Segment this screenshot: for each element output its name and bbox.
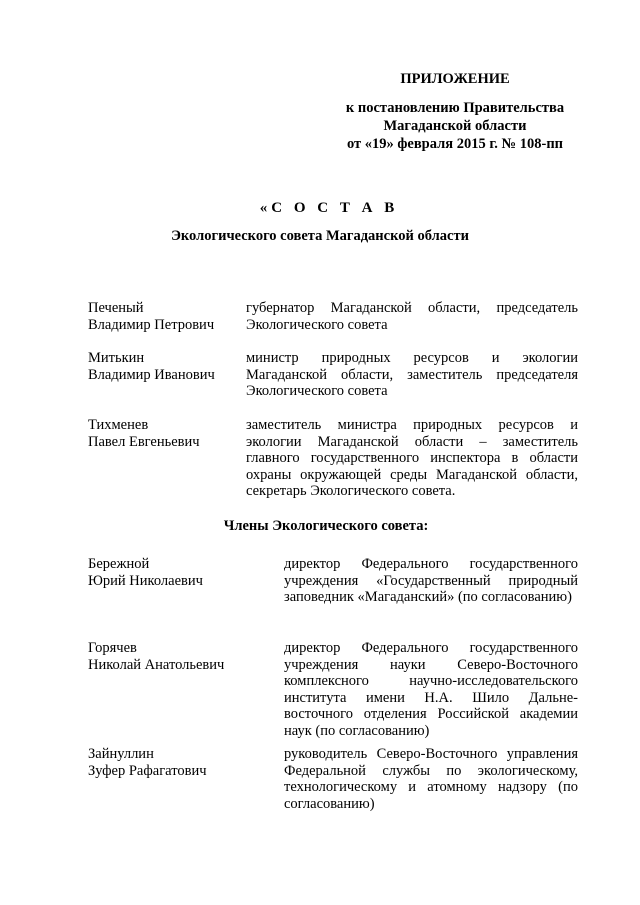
person-role: министр природных ресурсов и экологии Магаданской области, заместитель председателя Экологического совета — [246, 350, 578, 399]
person-surname: Горячев — [88, 640, 137, 656]
person-surname: Зайнуллин — [88, 746, 154, 762]
composition-subtitle: Экологического совета Магаданской области — [171, 228, 469, 244]
person-role: директор Федерального государственного учреждения «Государственный природный заповедник «Магаданский» (по согласованию) — [284, 556, 578, 605]
appendix-line-2: Магаданской области — [383, 118, 527, 134]
appendix-line-3: от «19» февраля 2015 г. № 108-пп — [346, 136, 564, 152]
person-role: губернатор Магаданской области, председатель Экологического совета — [246, 300, 578, 333]
person-given-names: Владимир Иванович — [88, 366, 215, 383]
person-name — [88, 417, 200, 450]
person-name — [88, 640, 224, 673]
person-role: заместитель министра природных ресурсов и экологии Магаданской области – заместитель главного государственного инспектора в области охраны окружающей среды Магаданской области, секретарь Экологического совета. — [246, 417, 578, 499]
person-given-names: Николай Анатольевич — [88, 656, 225, 673]
person-name — [88, 300, 214, 333]
person-name — [88, 556, 203, 589]
person-given-names: Павел Евгеньевич — [88, 433, 200, 450]
person-name — [88, 350, 215, 383]
person-given-names: Зуфер Рафагатович — [88, 762, 207, 779]
person-name — [88, 746, 207, 779]
person-given-names: Владимир Петрович — [88, 316, 215, 333]
appendix-line-1: к постановлению Правительства — [345, 100, 565, 116]
person-surname: Тихменев — [88, 417, 149, 433]
appendix-reference — [340, 99, 570, 153]
appendix-title: ПРИЛОЖЕНИЕ — [400, 71, 510, 87]
person-role: директор Федерального государственного учреждения науки Северо-Восточного комплексного научно-исследовательского института имени Н.А. Шило Дальневосточного отделения Российской академии наук (по согласованию) — [284, 640, 578, 739]
person-given-names: Юрий Николаевич — [88, 572, 203, 589]
person-surname: Бережной — [88, 556, 150, 572]
composition-title: «С О С Т А В — [259, 200, 399, 216]
person-surname: Печеный — [88, 300, 144, 316]
members-heading: Члены Экологического совета: — [223, 518, 429, 534]
person-role: руководитель Северо-Восточного управления Федеральной службы по экологическому, технологическому и атомному надзору (по согласованию) — [284, 746, 578, 812]
person-surname: Митькин — [88, 350, 145, 366]
